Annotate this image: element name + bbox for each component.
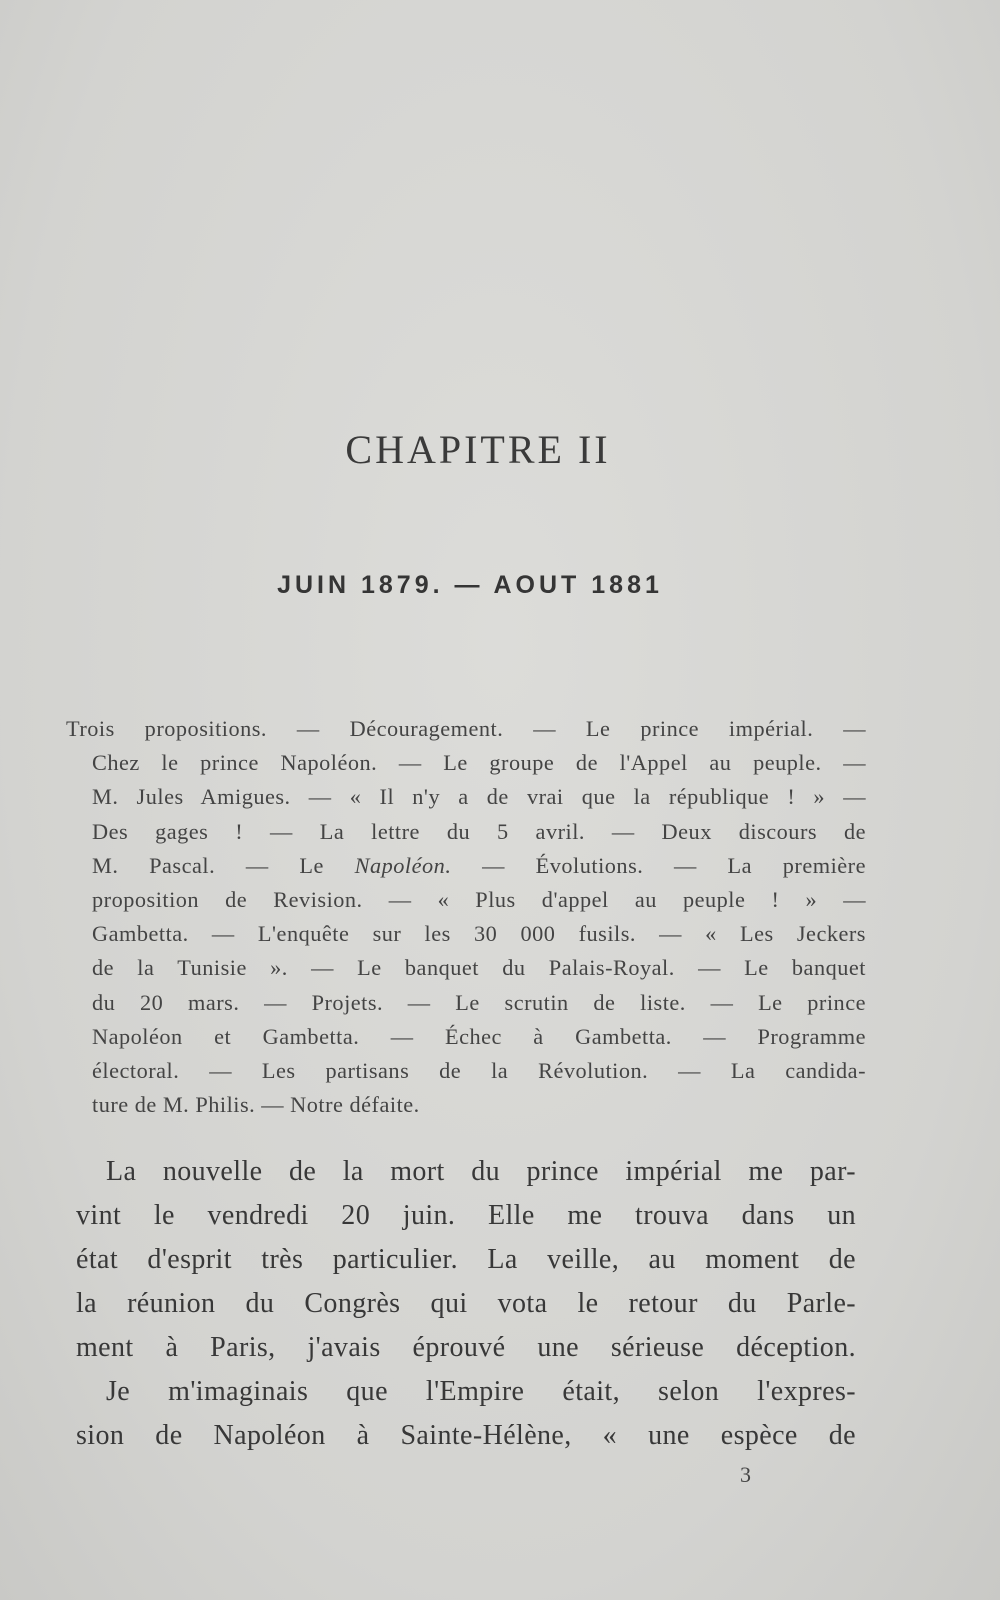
summary-line: électoral. — Les partisans de la Révolution. — La candida-: [92, 1058, 866, 1084]
summary-line: ture de M. Philis. — Notre défaite.: [92, 1092, 420, 1118]
summary-line: du 20 mars. — Projets. — Le scrutin de liste. — Le prince: [92, 989, 866, 1015]
body-line: La nouvelle de la mort du prince impérial me par-: [106, 1156, 856, 1187]
chapter-title: CHAPITRE II: [345, 427, 611, 472]
chapter-summary: [66, 712, 866, 1122]
body-line: la réunion du Congrès qui vota le retour du Parle-: [76, 1288, 856, 1319]
body-line: état d'esprit très particulier. La veille, au moment de: [76, 1244, 856, 1275]
summary-line: de la Tunisie ». — Le banquet du Palais-Royal. — Le banquet: [92, 955, 866, 981]
body-line: sion de Napoléon à Sainte-Hélène, « une espèce de: [76, 1420, 856, 1451]
body-text: [76, 1150, 856, 1458]
summary-line: proposition de Revision. — « Plus d'appel au peuple ! » —: [92, 887, 866, 913]
summary-line: M. Jules Amigues. — « Il n'y a de vrai que la république ! » —: [92, 784, 866, 810]
summary-line: Chez le prince Napoléon. — Le groupe de l'Appel au peuple. —: [92, 750, 866, 776]
newspaper-title: Napoléon.: [354, 852, 452, 878]
page-number: 3: [740, 1462, 751, 1487]
body-line: Je m'imaginais que l'Empire était, selon l'expres-: [106, 1376, 856, 1407]
summary-line: Trois propositions. — Découragement. — Le prince impérial. —: [66, 716, 866, 741]
summary-line: Napoléon et Gambetta. — Échec à Gambetta. — Programme: [92, 1023, 866, 1049]
body-line: ment à Paris, j'avais éprouvé une sérieuse déception.: [76, 1332, 856, 1363]
chapter-dates: JUIN 1879. — AOUT 1881: [277, 571, 663, 599]
summary-line: [66, 849, 866, 883]
summary-line: Gambetta. — L'enquête sur les 30 000 fusils. — « Les Jeckers: [92, 921, 866, 947]
body-line: vint le vendredi 20 juin. Elle me trouva dans un: [76, 1200, 856, 1231]
summary-line: Des gages ! — La lettre du 5 avril. — Deux discours de: [92, 818, 866, 844]
summary-text: M. Pascal. — Le: [92, 852, 355, 878]
summary-text: — Évolutions. — La première: [451, 852, 866, 878]
